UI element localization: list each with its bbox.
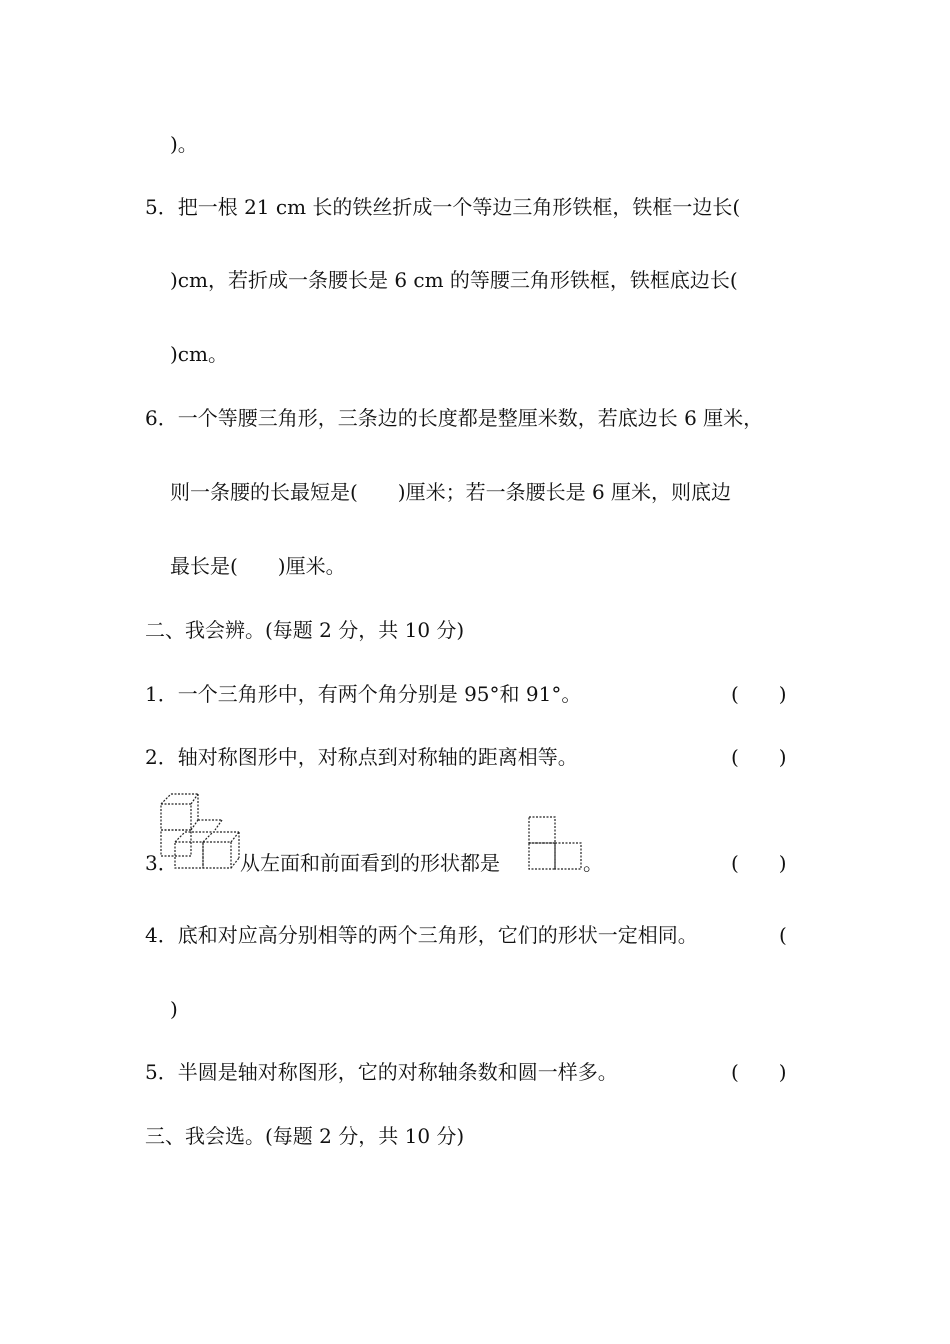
judge-item-3-end: 。 <box>583 851 603 875</box>
q6-line3: 最长是( )厘米。 <box>170 554 346 578</box>
q5-line2: )cm，若折成一条腰长是 6 cm 的等腰三角形铁框，铁框底边长( <box>170 268 738 292</box>
q6-line2: 则一条腰的长最短是( )厘米；若一条腰长是 6 厘米，则底边 <box>170 480 732 504</box>
stacked-cubes-figure <box>158 792 242 872</box>
judge-item-5: 5．半圆是轴对称图形，它的对称轴条数和圆一样多。 <box>145 1060 618 1084</box>
judge-item-2: 2．轴对称图形中，对称点到对称轴的距离相等。 <box>145 745 578 769</box>
section-3-title: 三、我会选。(每题 2 分，共 10 分) <box>145 1124 465 1148</box>
answer-paren-1[interactable]: ( ) <box>731 682 787 706</box>
judge-item-3-num: 3． <box>145 851 178 875</box>
answer-paren-5[interactable]: ( ) <box>731 1060 787 1084</box>
judge-item-3-text: 从左面和前面看到的形状都是 <box>240 851 500 875</box>
q4-tail: )。 <box>170 132 198 156</box>
answer-paren-2[interactable]: ( ) <box>731 745 787 769</box>
answer-paren-4-open[interactable]: ( <box>779 923 787 947</box>
section-2-title: 二、我会辨。(每题 2 分，共 10 分) <box>145 618 465 642</box>
answer-paren-3[interactable]: ( ) <box>731 851 787 875</box>
answer-paren-4-close[interactable]: ) <box>170 997 178 1021</box>
q6-line1: 6．一个等腰三角形，三条边的长度都是整厘米数，若底边长 6 厘米， <box>145 406 764 430</box>
q5-line3: )cm。 <box>170 342 228 366</box>
judge-item-4: 4．底和对应高分别相等的两个三角形，它们的形状一定相同。 <box>145 923 698 947</box>
q5-line1: 5．把一根 21 cm 长的铁丝折成一个等边三角形铁框，铁框一边长( <box>145 195 741 219</box>
l-shape-view-figure <box>527 815 583 871</box>
judge-item-1: 1．一个三角形中，有两个角分别是 95°和 91°。 <box>145 682 582 706</box>
